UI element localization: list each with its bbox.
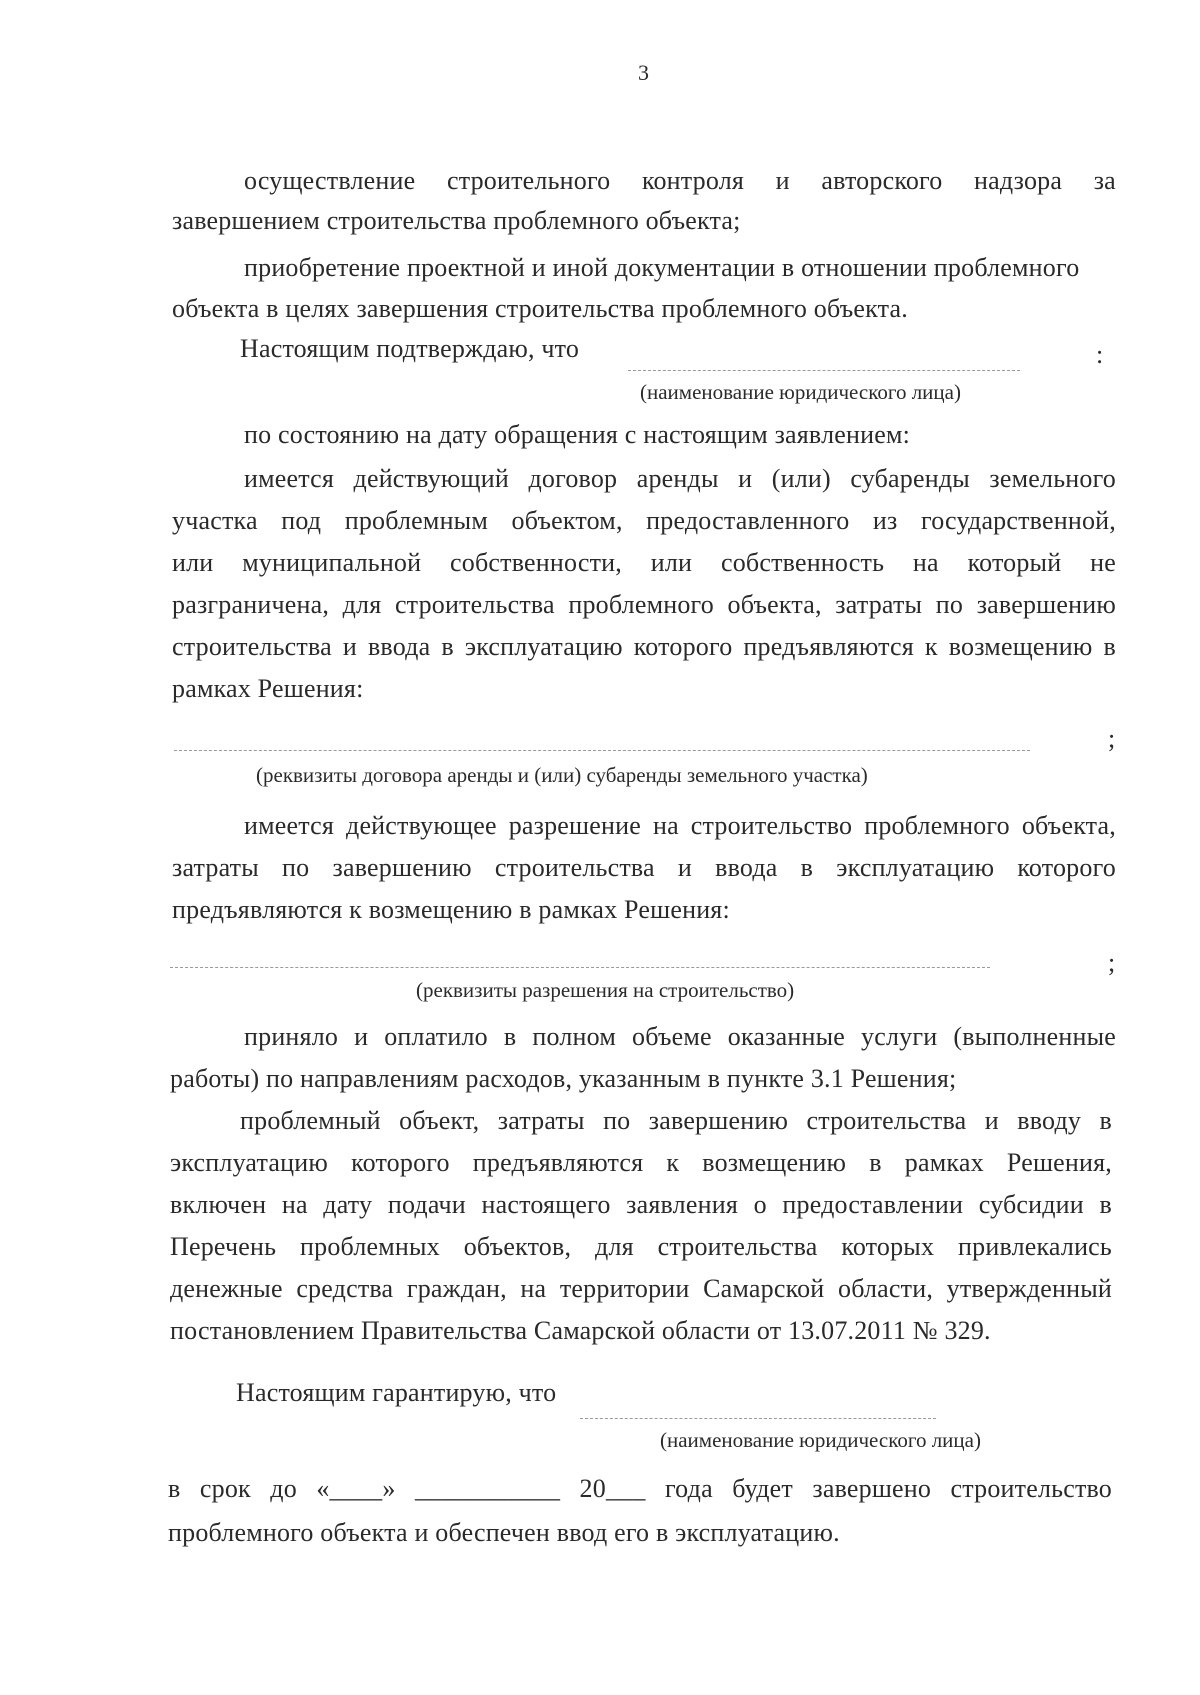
- word: строительного: [446, 166, 611, 195]
- permit-details-caption: (реквизиты разрешения на строительство): [416, 978, 795, 1002]
- paragraph-construction-control-line2: завершением строительства проблемного объекта;: [172, 206, 741, 235]
- object-line3: включен на дату подачи настоящего заявления о предоставлении субсидии в: [170, 1190, 1112, 1219]
- legal-entity-caption: (наименование юридического лица): [640, 380, 961, 404]
- object-line1: проблемный объект, затраты по завершению строительства и вводу в: [240, 1106, 1112, 1135]
- permit-details-blank-line[interactable]: [170, 967, 990, 968]
- legal-entity-blank-line[interactable]: [628, 370, 1020, 371]
- as-of-date-line: по состоянию на дату обращения с настоящим заявлением:: [244, 420, 911, 449]
- deadline-line: в срок до «____» ___________ 20___ года будет завершено строительство: [168, 1474, 1112, 1503]
- lease-line2: участка под проблемным объектом, предоставленного из государственной,: [172, 506, 1116, 535]
- permit-end-mark: ;: [1108, 948, 1116, 977]
- word: осуществление: [244, 166, 416, 195]
- page-number: 3: [638, 60, 649, 85]
- lease-details-blank-line[interactable]: [174, 750, 1030, 751]
- confirm-intro: Настоящим подтверждаю, что: [240, 334, 580, 363]
- word: контроля: [641, 166, 745, 195]
- lease-line4: разграничена, для строительства проблемного объекта, затраты по завершению: [172, 590, 1116, 619]
- lease-line1: имеется действующий договор аренды и (или) субаренды земельного: [244, 464, 1116, 493]
- paragraph-construction-control-line1: [244, 160, 1116, 202]
- paragraph-documentation-line1: приобретение проектной и иной документации в отношении проблемного: [244, 253, 1080, 282]
- guarantee-intro: Настоящим гарантирую, что: [236, 1378, 557, 1407]
- object-line4: Перечень проблемных объектов, для строительства которых привлекались: [170, 1232, 1112, 1261]
- permit-line1: имеется действующее разрешение на строительство проблемного объекта,: [244, 811, 1116, 840]
- word: авторского: [821, 166, 943, 195]
- final-line: проблемного объекта и обеспечен ввод его в эксплуатацию.: [168, 1518, 840, 1547]
- lease-line6: рамках Решения:: [172, 674, 364, 703]
- word: надзора: [974, 166, 1063, 195]
- services-line1: приняло и оплатило в полном объеме оказанные услуги (выполненные: [244, 1022, 1116, 1051]
- lease-line5: строительства и ввода в эксплуатацию которого предъявляются к возмещению в: [172, 632, 1116, 661]
- lease-details-caption: (реквизиты договора аренды и (или) субаренды земельного участка): [256, 763, 868, 787]
- permit-line2: затраты по завершению строительства и ввода в эксплуатацию которого: [172, 853, 1116, 882]
- object-line6: постановлением Правительства Самарской области от 13.07.2011 № 329.: [170, 1316, 991, 1345]
- lease-line3: или муниципальной собственности, или собственность на который не: [172, 548, 1116, 577]
- word: и: [775, 166, 790, 195]
- guarantee-entity-blank-line[interactable]: [580, 1418, 936, 1419]
- word: за: [1093, 166, 1116, 195]
- permit-line3: предъявляются к возмещению в рамках Решения:: [172, 895, 730, 924]
- object-line5: денежные средства граждан, на территории Самарской области, утвержденный: [170, 1274, 1112, 1303]
- confirm-end-mark: :: [1096, 340, 1104, 369]
- guarantee-entity-caption: (наименование юридического лица): [660, 1428, 981, 1452]
- services-line2: работы) по направлениям расходов, указанным в пункте 3.1 Решения;: [170, 1064, 957, 1093]
- paragraph-documentation-line2: объекта в целях завершения строительства проблемного объекта.: [172, 294, 908, 323]
- object-line2: эксплуатацию которого предъявляются к возмещению в рамках Решения,: [170, 1148, 1112, 1177]
- lease-end-mark: ;: [1108, 724, 1116, 753]
